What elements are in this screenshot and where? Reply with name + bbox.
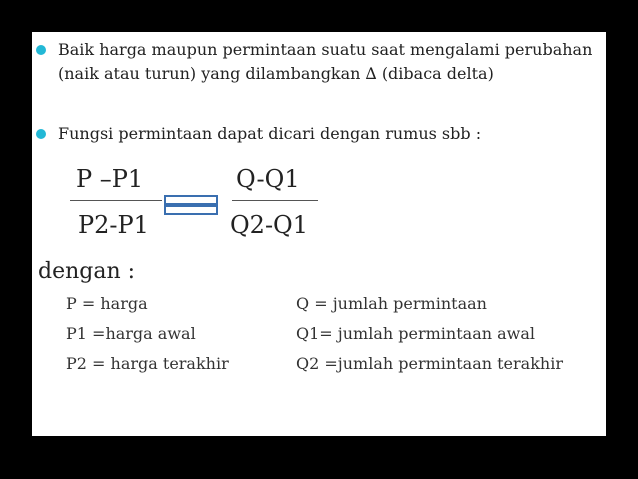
bullet-text-1: Baik harga maupun permintaan suatu saat mengalami perubahan (naik atau turun) yang dilambangkan ∆ (dibaca delta) [58,40,593,83]
definition-q1: Q1= jumlah permintaan awal [296,324,536,343]
bullet-dot-icon [36,129,46,139]
formula-left-numerator: P –P1 [76,165,144,193]
definition-p: P = harga [66,294,148,313]
definition-p1: P1 =harga awal [66,324,196,343]
formula-left-denominator: P2-P1 [78,211,149,239]
definition-q2: Q2 =jumlah permintaan terakhir [296,354,563,373]
bullet-text-2: Fungsi permintaan dapat dicari dengan rumus sbb : [58,124,482,143]
slide-content [32,32,606,436]
equivalence-sign-bottom [164,205,218,215]
bullet-item-2 [36,122,604,146]
bullet-item-1 [36,38,604,86]
dengan-label: dengan : [38,259,136,284]
bullet-dot-icon [36,45,46,55]
fraction-line-left [70,200,162,201]
fraction-line-right [232,200,318,201]
definition-p2: P2 = harga terakhir [66,354,229,373]
definition-q: Q = jumlah permintaan [296,294,487,313]
formula-right-numerator: Q-Q1 [236,165,300,193]
equivalence-sign-top [164,195,218,205]
formula-right-denominator: Q2-Q1 [230,211,308,239]
